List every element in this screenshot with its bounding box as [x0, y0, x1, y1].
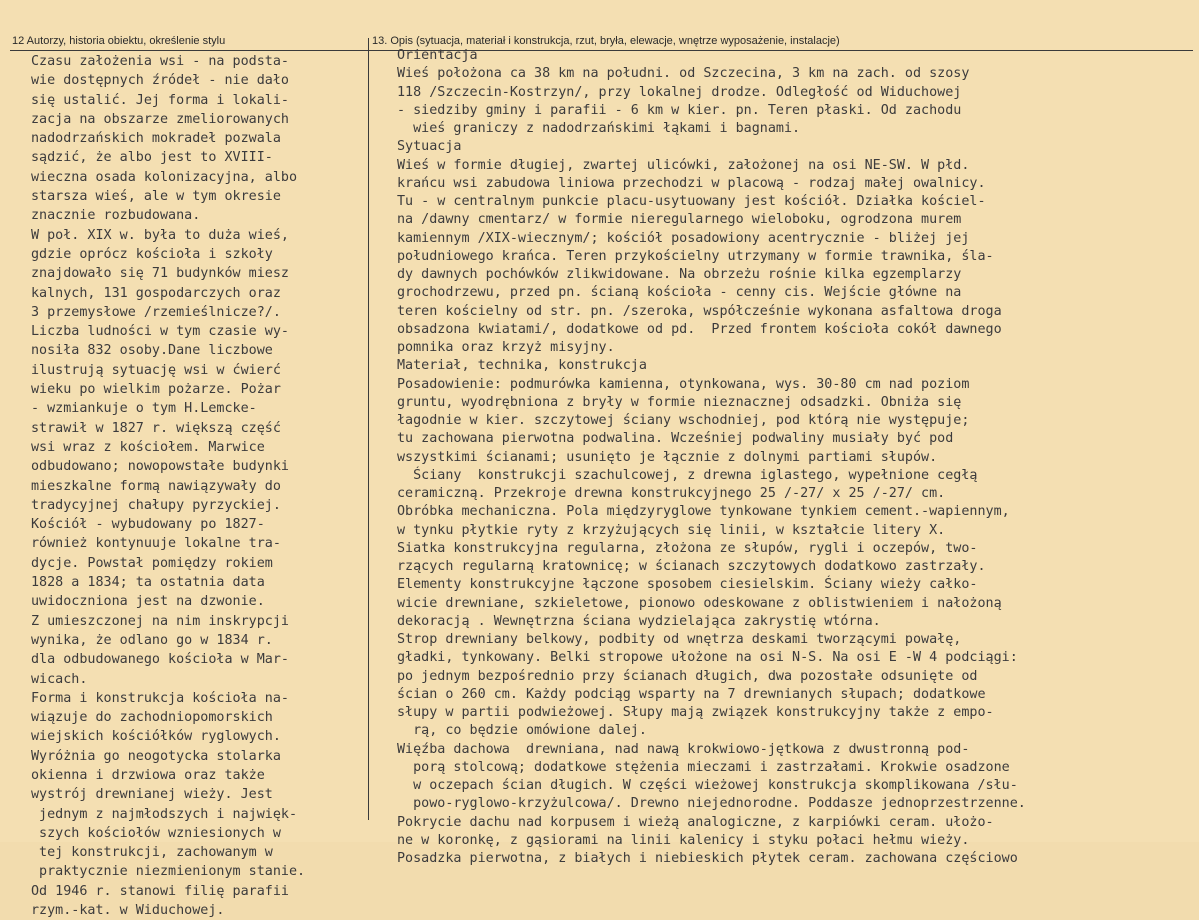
history-text-column	[31, 52, 305, 920]
text-line: Więźba dachowa drewniana, nad nawą krokwiowo-jętkowa z dwustronną pod-	[397, 741, 970, 757]
text-line: rą, co będzie omówione dalej.	[397, 723, 647, 739]
text-line: Liczba ludności w tym czasie wy-	[31, 324, 289, 340]
text-line: odbudowano; nowopowstałe budynki	[31, 459, 289, 475]
text-line: tradycyjnej chałupy pyrzyckiej.	[31, 497, 281, 513]
text-line: Ściany konstrukcji szachulcowej, z drewna iglastego, wypełnione cegłą	[397, 467, 978, 483]
text-line: nosiła 832 osoby.Dane liczbowe	[31, 343, 273, 359]
text-line: ne w koronkę, z gąsiorami na linii kalenicy i styku połaci hełmu wieży.	[397, 832, 970, 848]
text-line: wiązuje do zachodniopomorskich	[31, 710, 273, 726]
text-line: również kontynuuje lokalne tra-	[31, 536, 281, 552]
text-line: Materiał, technika, konstrukcja	[397, 358, 647, 374]
text-line: 1828 a 1834; ta ostatnia data	[31, 575, 265, 591]
text-line: wieczna osada kolonizacyjna, albo	[31, 169, 298, 185]
text-line: wieku po wielkim pożarze. Pożar	[31, 382, 281, 398]
text-line: porą stolcową; dodatkowe stężenia mieczami i zastrzałami. Krokwie osadzone	[397, 759, 1010, 775]
description-text-column	[397, 47, 1026, 868]
text-line: dla odbudowanego kościoła w Mar-	[31, 652, 289, 668]
text-line: Tu - w centralnym punkcie placu-usytuowany jest kościół. Działka kościel-	[397, 194, 986, 209]
text-line: Wyróżnia go neogotycka stolarka	[31, 748, 281, 764]
text-line: gruntu, wyodrębniona z bryły w formie nieznacznej odsadzki. Obniża się	[397, 394, 962, 410]
text-line: dy dawnych pochówków zlikwidowane. Na obrzeżu rośnie kilka egzemplarzy	[397, 267, 962, 282]
text-line: wiejskich kościółków ryglowych.	[31, 729, 281, 745]
section-13-header: 13. Opis (sytuacja, materiał i konstrukcja, rzut, bryła, elewacje, wnętrze wyposażenie, instalacje)	[372, 35, 840, 47]
text-line: Pokrycie dachu nad korpusem i wieżą analogiczne, z karpiówki ceram. ułożo-	[397, 814, 994, 830]
text-line: Strop drewniany belkowy, podbity od wnętrza deskami tworzącymi powałę,	[397, 632, 962, 647]
text-line: Sytuacja	[397, 139, 462, 155]
text-line: Wieś w formie długiej, zwartej ulicówki, założonej na osi NE-SW. W płd.	[397, 157, 970, 173]
text-line: słupy w partii podwieżowej. Słupy mają związek konstrukcyjny także z empo-	[397, 705, 994, 720]
text-line: nadodrzańskich mokradeł pozwala	[31, 131, 281, 147]
text-line: się ustalić. Jej forma i lokali-	[31, 92, 289, 108]
text-line: - siedziby gminy i parafii - 6 km w kier. pn. Teren płaski. Od zachodu	[397, 102, 962, 118]
text-line: Od 1946 r. stanowi filię parafii	[31, 883, 289, 899]
text-line: starsza wieś, ale w tym okresie	[31, 189, 281, 205]
text-line: dekoracją . Wewnętrzna ściana wydzielająca zakrystię wtórna.	[397, 613, 881, 629]
text-line: wsi wraz z kościołem. Marwice	[31, 439, 265, 455]
text-line: Czasu założenia wsi - na podsta-	[31, 54, 289, 69]
text-line: znajdowało się 71 budynków miesz	[31, 266, 289, 282]
text-line: Posadzka pierwotna, z białych i niebieskich płytek ceram. zachowana częściowo	[397, 851, 1018, 866]
text-line: kalnych, 131 gospodarczych oraz	[31, 285, 281, 301]
text-line: rzących regularną kratownicę; w ścianach szczytowych dodatkowo zastrzały.	[397, 559, 986, 574]
text-line: wieś graniczy z nadodrzańskimi łąkami i bagnami.	[397, 121, 801, 136]
text-line: krańcu wsi zabudowa liniowa przechodzi w placową - rodzaj małej owalnicy.	[397, 175, 986, 191]
text-line: szych kościołów wzniesionych w	[31, 825, 281, 841]
text-line: - wzmiankuje o tym H.Lemcke-	[31, 401, 257, 417]
text-line: wszystkimi ścianami; usunięto je łącznie z dolnymi partiami słupów.	[397, 449, 938, 465]
text-line: jednym z najmłodszych i najwięk-	[31, 806, 298, 822]
text-line: znacznie rozbudowana.	[31, 208, 201, 224]
text-line: w oczepach ścian długich. W części wieżowej konstrukcja skomplikowana /słu-	[397, 778, 1018, 793]
text-line: okienna i drzwiowa oraz także	[31, 767, 265, 783]
text-line: wicach.	[31, 671, 88, 687]
text-line: Siatka konstrukcyjna regularna, złożona ze słupów, rygli i oczepów, two-	[397, 540, 978, 556]
text-line: Elementy konstrukcyjne łączone sposobem ciesielskim. Ściany wieży całko-	[397, 577, 978, 593]
text-line: rzym.-kat. w Widuchowej.	[31, 903, 225, 919]
text-line: wystrój drewnianej wieży. Jest	[31, 787, 273, 803]
text-line: W poł. XIX w. była to duża wieś,	[31, 227, 289, 243]
text-line: południowego krańca. Teren przykościelny utrzymany w formie trawnika, śla-	[397, 248, 994, 264]
text-line: gdzie oprócz kościoła i szkoły	[31, 246, 273, 262]
text-line: Posadowienie: podmurówka kamienna, otynkowana, wys. 30-80 cm nad poziom	[397, 376, 970, 392]
section-12-header: 12 Autorzy, historia obiektu, określenie stylu	[12, 35, 226, 47]
text-line: Kościół - wybudowany po 1827-	[31, 517, 265, 533]
text-line: Forma i konstrukcja kościoła na-	[31, 690, 289, 706]
text-line: Obróbka mechaniczna. Pola międzyryglowe tynkowane tynkiem cement.-wapiennym,	[397, 504, 1010, 520]
text-line: Z umieszczonej na nim inskrypcji	[31, 613, 289, 629]
text-line: pomnika oraz krzyż misyjny.	[397, 340, 615, 355]
text-line: 3 przemysłowe /rzemieślnicze?/.	[31, 304, 281, 320]
text-line: w tynku płytkie ryty z krzyżujących się linii, w kształcie litery X.	[397, 522, 946, 538]
text-line: strawił w 1827 r. większą część	[31, 420, 281, 436]
text-line: obsadzona kwiatami/, dodatkowe od pd. Przed frontem kościoła cokół dawnego	[397, 321, 1002, 337]
text-line: tej konstrukcji, zachowanym w	[31, 845, 273, 861]
text-line: zacja na obszarze zmeliorowanych	[31, 111, 289, 127]
text-line: ścian o 260 cm. Każdy podciąg wsparty na 7 drewnianych słupach; dodatkowe	[397, 686, 986, 702]
text-line: dycje. Powstał pomiędzy rokiem	[31, 555, 273, 571]
text-line: na /dawny cmentarz/ w formie nieregularnego wieloboku, ogrodzona murem	[397, 212, 962, 228]
text-line: wie dostępnych źródeł - nie dało	[31, 73, 289, 89]
column-divider	[368, 38, 369, 820]
text-line: sądzić, że albo jest to XVIII-	[31, 150, 273, 166]
text-line: mieszkalne formą nawiązywały do	[31, 478, 281, 494]
text-line: Orientacja	[397, 48, 478, 63]
text-line: uwidoczniona jest na dzwonie.	[31, 594, 265, 610]
text-line: Wieś położona ca 38 km na południ. od Szczecina, 3 km na zach. od szosy	[397, 66, 970, 82]
text-line: teren kościelny od str. pn. /szeroka, współcześnie wykonana asfaltowa droga	[397, 303, 1002, 319]
text-line: ceramiczną. Przekroje drewna konstrukcyjnego 25 /-27/ x 25 /-27/ cm.	[397, 486, 946, 501]
text-line: tu zachowana pierwotna podwalina. Wcześniej podwaliny musiały być pod	[397, 431, 954, 447]
text-line: wynika, że odlano go w 1834 r.	[31, 632, 273, 648]
text-line: 118 /Szczecin-Kostrzyn/, przy lokalnej drodze. Odległość od Widuchowej	[397, 84, 962, 100]
text-line: grochodrzewu, przed pn. ścianą kościoła - cenny cis. Wejście główne na	[397, 285, 962, 301]
text-line: powo-ryglowo-krzyżulcowa/. Drewno niejednorodne. Poddasze jednoprzestrzenne.	[397, 796, 1026, 812]
text-line: łagodnie w kier. szczytowej ściany wschodniej, pod którą nie występuje;	[397, 413, 970, 428]
text-line: po jednym bezpośrednio przy ścianach długich, dwa pozostałe odsunięte od	[397, 668, 978, 684]
text-line: kamiennym /XIX-wiecznym/; kościół posadowiony acentrycznie - bliżej jej	[397, 230, 970, 246]
text-line: wicie drewniane, szkieletowe, pionowo odeskowane z oblistwieniem i nałożoną	[397, 595, 1002, 611]
text-line: praktycznie niezmienionym stanie.	[31, 864, 306, 880]
text-line: gładki, tynkowany. Belki stropowe ułożone na osi N-S. Na osi E -W 4 podciągi:	[397, 650, 1018, 666]
text-line: ilustrują sytuację wsi w ćwierć	[31, 362, 281, 378]
